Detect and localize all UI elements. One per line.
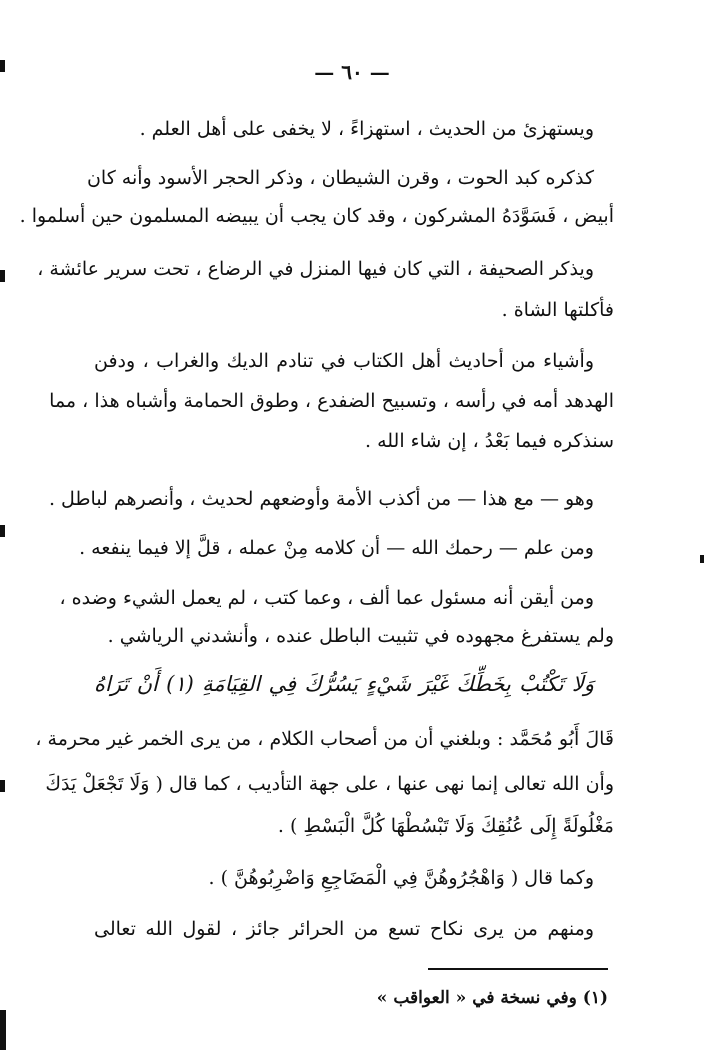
page-number: — ٦٠ —: [314, 60, 390, 84]
footnote: (١) وفي نسخة في « العواقب »: [376, 988, 608, 1008]
text-line: ويذكر الصحيفة ، التي كان فيها المنزل في الرضاع ، تحت سرير عائشة ،: [37, 258, 594, 280]
text-line: فأكلتها الشاة .: [501, 299, 614, 321]
footnote-divider: [428, 968, 608, 970]
text-line: ومن أيقن أنه مسئول عما ألف ، وعما كتب ، لم يعمل الشيء وضده ،: [59, 587, 594, 609]
text-line: سنذكره فيما بَعْدُ ، إن شاء الله .: [365, 430, 614, 452]
text-line: وكما قال ( وَاهْجُرُوهُنَّ فِي الْمَضَاجِعِ وَاضْرِبُوهُنَّ ) .: [208, 867, 594, 889]
scan-edge-mark: [700, 555, 704, 563]
text-line: كذكره كبد الحوت ، وقرن الشيطان ، وذكر الحجر الأسود وأنه كان: [86, 167, 594, 189]
text-line: ومنهم من يرى نكاح تسع من الحرائر جائز ، لقول الله تعالى: [94, 918, 594, 940]
text-line: ولم يستفرغ مجهوده في تثبيت الباطل عنده ، وأنشدني الرياشي .: [107, 625, 614, 647]
text-line: وأن الله تعالى إنما نهى عنها ، على جهة التأديب ، كما قال ( وَلَا تَجْعَلْ يَدَكَ: [45, 773, 614, 795]
scan-edge-mark: [0, 270, 5, 282]
scan-edge-mark: [0, 1010, 6, 1050]
scan-edge-mark: [0, 525, 5, 537]
text-line: ويستهزئ من الحديث ، استهزاءً ، لا يخفى على أهل العلم .: [139, 118, 594, 140]
poetry-verse: وَلَا تَكْتُبْ بِخَطِّكَ غَيْرَ شَيْءٍ يَسُرُّكَ فِي القِيَامَةِ (١) أَنْ تَرَاهُ: [94, 672, 594, 696]
scan-edge-mark: [0, 60, 5, 72]
text-line: مَغْلُولَةً إِلَى عُنُقِكَ وَلَا تَبْسُطْهَا كُلَّ الْبَسْطِ ) .: [277, 815, 614, 837]
text-line: وهو — مع هذا — من أكذب الأمة وأوضعهم لحديث ، وأنصرهم لباطل .: [48, 488, 594, 510]
text-line: أبيض ، فَسَوَّدَهُ المشركون ، وقد كان يجب أن يبيضه المسلمون حين أسلموا .: [19, 205, 614, 227]
text-line: وأشياء من أحاديث أهل الكتاب في تنادم الديك والغراب ، ودفن: [94, 350, 594, 372]
text-line: قَالَ أَبُو مُحَمَّد : وبلغني أن من أصحاب الكلام ، من يرى الخمر غير محرمة ،: [35, 728, 614, 750]
text-line: ومن علم — رحمك الله — أن كلامه مِنْ عمله ، قلَّ إلا فيما ينفعه .: [79, 537, 594, 559]
scan-edge-mark: [0, 780, 5, 792]
text-line: الهدهد أمه في رأسه ، وتسبيح الضفدع ، وطوق الحمامة وأشباه هذا ، مما: [49, 390, 614, 412]
